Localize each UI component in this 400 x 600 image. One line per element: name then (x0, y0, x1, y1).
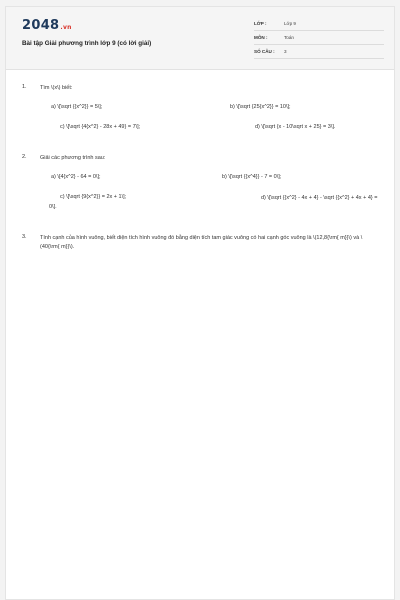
document-meta (254, 17, 384, 59)
question-1-item-d: d) \[\sqrt {x - 10\sqrt x + 25} = 3\]. (255, 124, 336, 130)
document-header (6, 7, 394, 70)
question-1-item-b: b) \[\sqrt {25{x^2}} = 10\]; (230, 104, 291, 110)
question-1-item-c: c) \[\sqrt {4{x^2} - 28x + 49} = 7\]; (60, 124, 141, 130)
document-page (5, 6, 395, 600)
question-text: Tìm \(x\) biết: (40, 85, 73, 91)
logo-text: 2048 (22, 18, 60, 33)
question-2-item-a: a) \[4{x^2} - 64 = 0\]; (51, 174, 101, 180)
question-1-item-a: a) \[\sqrt {{x^2}} = 5\]; (51, 104, 103, 110)
question-text: Tính cạnh của hình vuông, biết diện tích hình vuông đó bằng diện tích tam giác vuông có hai cạnh góc vuông là \(12,8{\rm{ m}}\) và \(40{\rm{ m}}\). (40, 235, 363, 250)
meta-label: LỚP : (254, 21, 267, 26)
meta-value: Lớp 9 (284, 21, 296, 26)
question-text: Giải các phương trình sau: (40, 155, 106, 161)
document-title: Bài tập Giải phương trình lớp 9 (có lời giải) (22, 40, 152, 47)
question-2-item-b: b) \[\sqrt {{x^4}} - 7 = 0\]; (222, 174, 282, 180)
meta-value: 3 (284, 49, 287, 54)
meta-value: Toán (284, 35, 294, 40)
meta-question-count (254, 45, 384, 59)
logo-suffix: .vn (60, 24, 72, 31)
question-number: 2. (22, 154, 27, 160)
question-2-item-c: c) \[\sqrt {9{x^2}} = 2x + 1\]; (60, 194, 127, 200)
question-2-item-d: d) \[\sqrt {{x^2} - 4x + 4} - \sqrt {{x^2} + 4x + 4} = 0\]. (49, 195, 378, 210)
question-number: 3. (22, 234, 27, 240)
meta-label: SỐ CÂU : (254, 49, 275, 54)
question-number: 1. (22, 84, 27, 90)
meta-subject (254, 31, 384, 45)
meta-class (254, 17, 384, 31)
meta-label: MÔN : (254, 35, 268, 40)
site-logo[interactable] (22, 18, 72, 33)
